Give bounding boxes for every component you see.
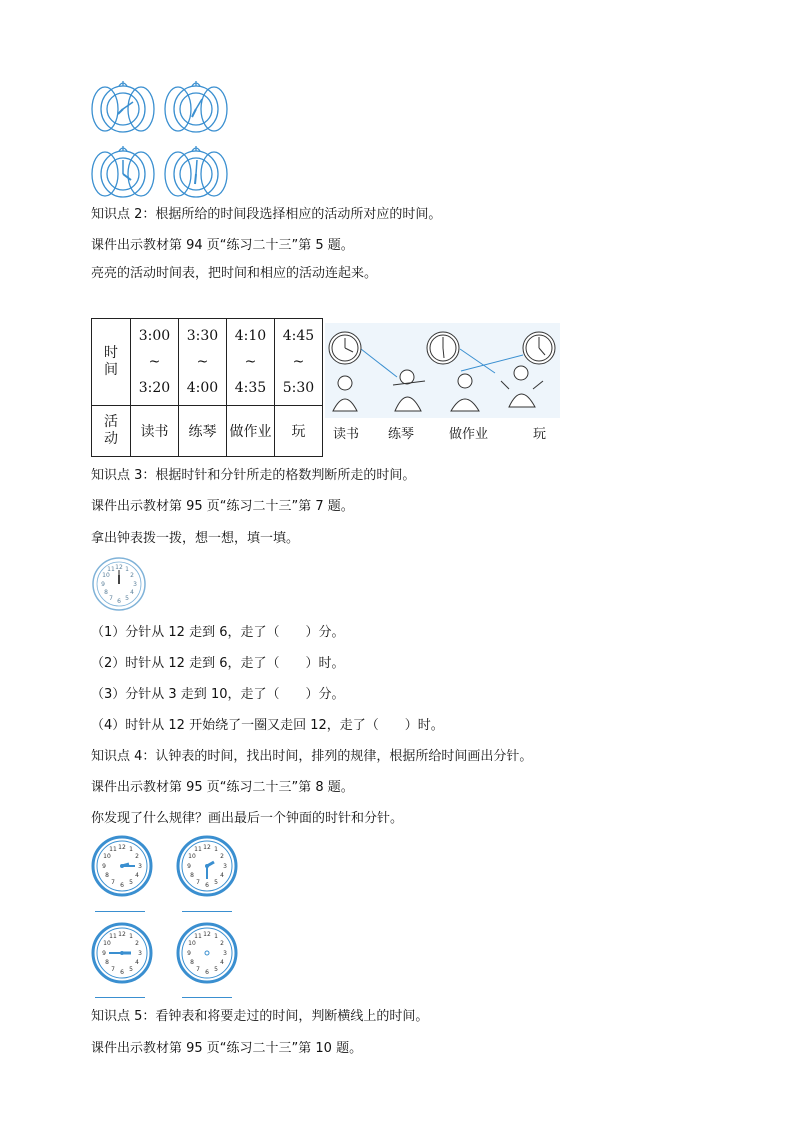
answer-underline [182, 997, 232, 998]
svg-text:8: 8 [190, 959, 194, 966]
time-row-header: 时 间 [92, 319, 131, 406]
svg-text:8: 8 [105, 872, 109, 879]
svg-text:6: 6 [205, 969, 209, 976]
svg-text:9: 9 [101, 581, 105, 588]
kp3-task: 拿出钟表拨一拨，想一想，填一填。 [91, 531, 300, 546]
time-cell: 4:10 ~ 4:35 [227, 319, 275, 406]
svg-text:2: 2 [130, 572, 134, 579]
svg-text:5: 5 [125, 595, 129, 602]
pumpkin-clock-4 [164, 143, 228, 199]
question-1: （1）分针从 12 走到 6，走了（ ）分。 [91, 625, 345, 640]
kp5-reference: 课件出示教材第 95 页“练习二十三”第 10 题。 [91, 1041, 363, 1056]
svg-text:4: 4 [220, 872, 224, 879]
svg-text:4: 4 [130, 589, 134, 596]
svg-text:3: 3 [138, 863, 142, 870]
svg-text:7: 7 [196, 966, 200, 973]
clock-face-icon [91, 556, 147, 612]
svg-text:10: 10 [102, 572, 110, 579]
svg-text:10: 10 [188, 853, 196, 860]
match-clock-1 [329, 332, 361, 364]
time-cell: 3:00 ~ 3:20 [131, 319, 179, 406]
svg-text:8: 8 [104, 589, 108, 596]
svg-text:1: 1 [214, 846, 218, 853]
svg-text:1: 1 [129, 933, 133, 940]
kp2-reference: 课件出示教材第 94 页“练习二十三”第 5 题。 [91, 238, 354, 253]
svg-text:5: 5 [214, 966, 218, 973]
answer-underline [95, 911, 145, 912]
svg-text:9: 9 [187, 950, 191, 957]
svg-text:11: 11 [107, 566, 115, 573]
pattern-clock-2 [176, 835, 238, 897]
activity-schedule-table [91, 318, 323, 457]
svg-text:10: 10 [103, 853, 111, 860]
svg-text:2: 2 [220, 940, 224, 947]
pumpkin-clock-2 [164, 78, 228, 134]
svg-text:7: 7 [111, 966, 115, 973]
picture-label-piano: 练琴 [388, 427, 415, 442]
svg-text:3: 3 [223, 950, 227, 957]
activity-cell: 玩 [275, 406, 323, 457]
svg-text:6: 6 [120, 882, 124, 889]
svg-text:8: 8 [105, 959, 109, 966]
svg-text:1: 1 [129, 846, 133, 853]
picture-label-homework: 做作业 [449, 427, 489, 442]
svg-text:9: 9 [102, 950, 106, 957]
svg-text:12: 12 [118, 931, 126, 938]
svg-text:3: 3 [133, 581, 137, 588]
question-4: （4）时针从 12 开始绕了一圈又走回 12，走了（ ）时。 [91, 718, 444, 733]
svg-text:6: 6 [117, 598, 121, 605]
svg-text:12: 12 [203, 931, 211, 938]
match-clock-2 [427, 332, 459, 364]
svg-text:12: 12 [115, 564, 123, 571]
svg-text:6: 6 [205, 882, 209, 889]
svg-text:3: 3 [223, 863, 227, 870]
svg-text:5: 5 [129, 879, 133, 886]
svg-text:10: 10 [103, 940, 111, 947]
kp4-reference: 课件出示教材第 95 页“练习二十三”第 8 题。 [91, 780, 354, 795]
svg-text:11: 11 [109, 846, 117, 853]
svg-text:5: 5 [129, 966, 133, 973]
activity-cell: 练琴 [179, 406, 227, 457]
pattern-clock-3 [91, 922, 153, 984]
svg-text:4: 4 [220, 959, 224, 966]
svg-text:6: 6 [120, 969, 124, 976]
activity-row-header: 活 动 [92, 406, 131, 457]
svg-text:7: 7 [109, 595, 113, 602]
kp4-task: 你发现了什么规律？画出最后一个钟面的时针和分针。 [91, 811, 404, 826]
picture-label-play: 玩 [533, 427, 547, 442]
pumpkin-clock-1 [91, 78, 155, 134]
question-3: （3）分针从 3 走到 10，走了（ ）分。 [91, 687, 345, 702]
time-cell: 3:30 ~ 4:00 [179, 319, 227, 406]
svg-text:12: 12 [203, 844, 211, 851]
match-clock-3 [523, 332, 555, 364]
svg-text:1: 1 [125, 566, 129, 573]
activity-matching-picture [325, 323, 560, 418]
kp3-title: 知识点 3：根据时针和分针所走的格数判断所走的时间。 [91, 468, 416, 483]
svg-text:11: 11 [109, 933, 117, 940]
svg-text:9: 9 [102, 863, 106, 870]
svg-text:3: 3 [138, 950, 142, 957]
svg-text:7: 7 [111, 879, 115, 886]
kp2-title: 知识点 2：根据所给的时间段选择相应的活动所对应的时间。 [91, 207, 442, 222]
svg-text:4: 4 [135, 872, 139, 879]
svg-text:10: 10 [188, 940, 196, 947]
svg-text:11: 11 [194, 933, 202, 940]
pattern-clock-1 [91, 835, 153, 897]
svg-text:9: 9 [187, 863, 191, 870]
kp4-title: 知识点 4：认钟表的时间，找出时间，排列的规律，根据所给时间画出分针。 [91, 749, 533, 764]
kp5-title: 知识点 5：看钟表和将要走过的时间，判断横线上的时间。 [91, 1009, 429, 1024]
answer-underline [182, 911, 232, 912]
svg-text:2: 2 [135, 853, 139, 860]
svg-text:12: 12 [118, 844, 126, 851]
activity-cell: 做作业 [227, 406, 275, 457]
pumpkin-clock-3 [91, 143, 155, 199]
question-2: （2）时针从 12 走到 6，走了（ ）时。 [91, 656, 345, 671]
svg-text:4: 4 [135, 959, 139, 966]
answer-underline [95, 997, 145, 998]
kp3-reference: 课件出示教材第 95 页“练习二十三”第 7 题。 [91, 499, 354, 514]
svg-text:5: 5 [214, 879, 218, 886]
activity-cell: 读书 [131, 406, 179, 457]
svg-text:2: 2 [135, 940, 139, 947]
svg-text:11: 11 [194, 846, 202, 853]
svg-text:2: 2 [220, 853, 224, 860]
time-cell: 4:45 ~ 5:30 [275, 319, 323, 406]
kp2-task: 亮亮的活动时间表，把时间和相应的活动连起来。 [91, 266, 378, 281]
svg-text:1: 1 [214, 933, 218, 940]
pattern-clock-4 [176, 922, 238, 984]
svg-text:7: 7 [196, 879, 200, 886]
svg-text:8: 8 [190, 872, 194, 879]
picture-label-reading: 读书 [333, 427, 360, 442]
